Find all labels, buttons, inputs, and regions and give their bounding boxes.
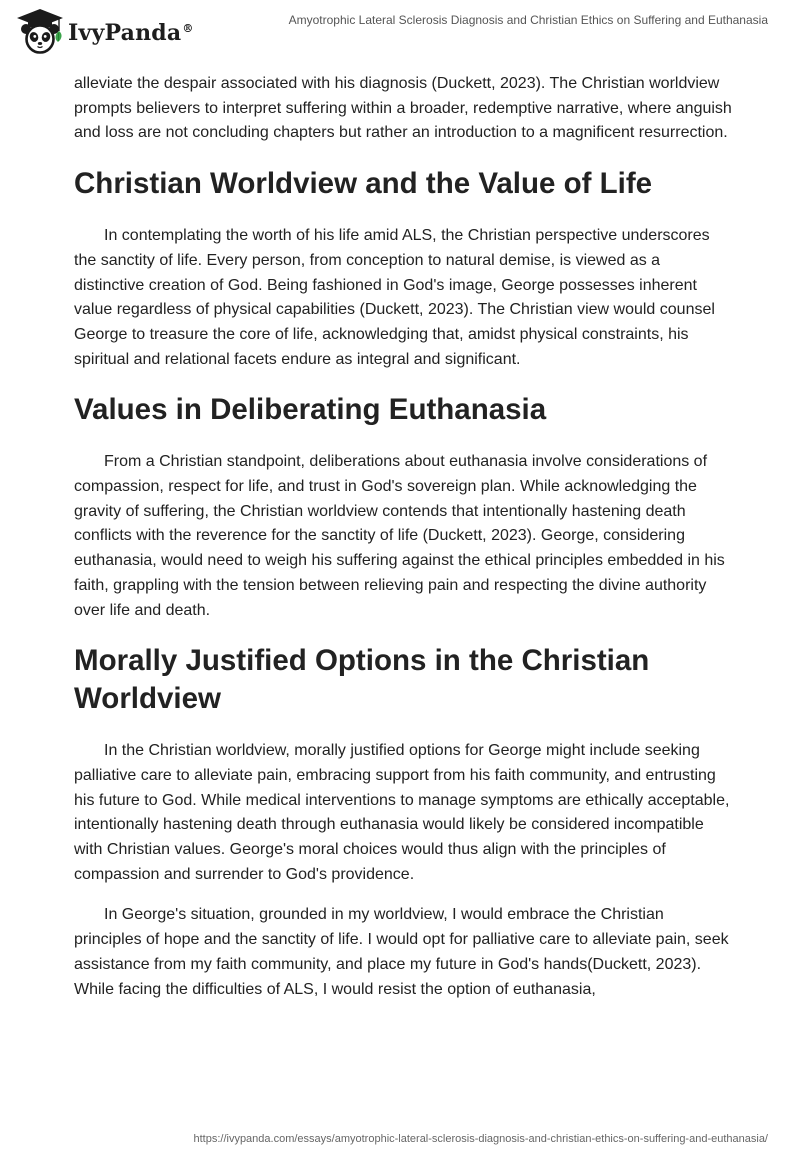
essay-content (74, 72, 734, 1002)
source-url[interactable]: https://ivypanda.com/essays/amyotrophic-lateral-sclerosis-diagnosis-and-christian-ethics-on-suffering-and-euthanasia/ (193, 1133, 768, 1145)
brand-logo[interactable] (14, 8, 194, 54)
page-header (0, 0, 800, 64)
document-title: Amyotrophic Lateral Sclerosis Diagnosis and Christian Ethics on Suffering and Euthanasia (288, 13, 768, 27)
section-heading-morally-justified-options: Morally Justified Options in the Christian Worldview (74, 644, 650, 716)
section-paragraph-euthanasia-values: From a Christian standpoint, deliberations about euthanasia involve considerations of compassion, respect for life, and trust in God's sovereign plan. While acknowledging the gravity of suffering, the Christian worldview contends that intentionally hastening death conflicts with the reverence for the sanctity of life (Duckett, 2023). George, considering euthanasia, would need to weigh his suffering against the ethical principles embedded in his faith, grappling with the tension between relieving pain and respecting the divine authority over life and death. (74, 453, 725, 619)
section-heading-value-of-life: Christian Worldview and the Value of Life (74, 167, 653, 201)
registered-mark: ® (182, 21, 194, 35)
brand-name: IvyPanda® (68, 20, 194, 46)
intro-paragraph: alleviate the despair associated with his diagnosis (Duckett, 2023). The Christian worldview prompts believers to interpret suffering within a broader, redemptive narrative, where anguish and loss are not concluding chapters but rather an introduction to a magnificent resurrection. (74, 75, 732, 142)
panda-graduate-icon (14, 8, 66, 54)
section-paragraph-options-2: In George's situation, grounded in my worldview, I would embrace the Christian principles of hope and the sanctity of life. I would opt for palliative care to alleviate pain, seek assistance from my faith community, and place my future in God's hands(Duckett, 2023). While facing the difficulties of ALS, I would resist the option of euthanasia, (74, 906, 729, 998)
section-paragraph-value-of-life: In contemplating the worth of his life amid ALS, the Christian perspective underscores the sanctity of life. Every person, from conception to natural demise, is viewed as a distinctive creation of God. Being fashioned in God's image, George possesses inherent value regardless of physical capabilities (Duckett, 2023). The Christian view would counsel George to treasure the core of life, acknowledging that, amidst physical constraints, his spiritual and relational facets endure as integral and significant. (74, 227, 715, 368)
section-heading-euthanasia-values: Values in Deliberating Euthanasia (74, 393, 547, 427)
section-paragraph-options-1: In the Christian worldview, morally justified options for George might include seeking palliative care to alleviate pain, embracing support from his faith community, and entrusting his future to God. While medical interventions to manage symptoms are ethically acceptable, intentionally hastening death through euthanasia would likely be considered incompatible with Christian values. George's moral choices would thus align with the principles of compassion and surrender to God's providence. (74, 742, 730, 883)
